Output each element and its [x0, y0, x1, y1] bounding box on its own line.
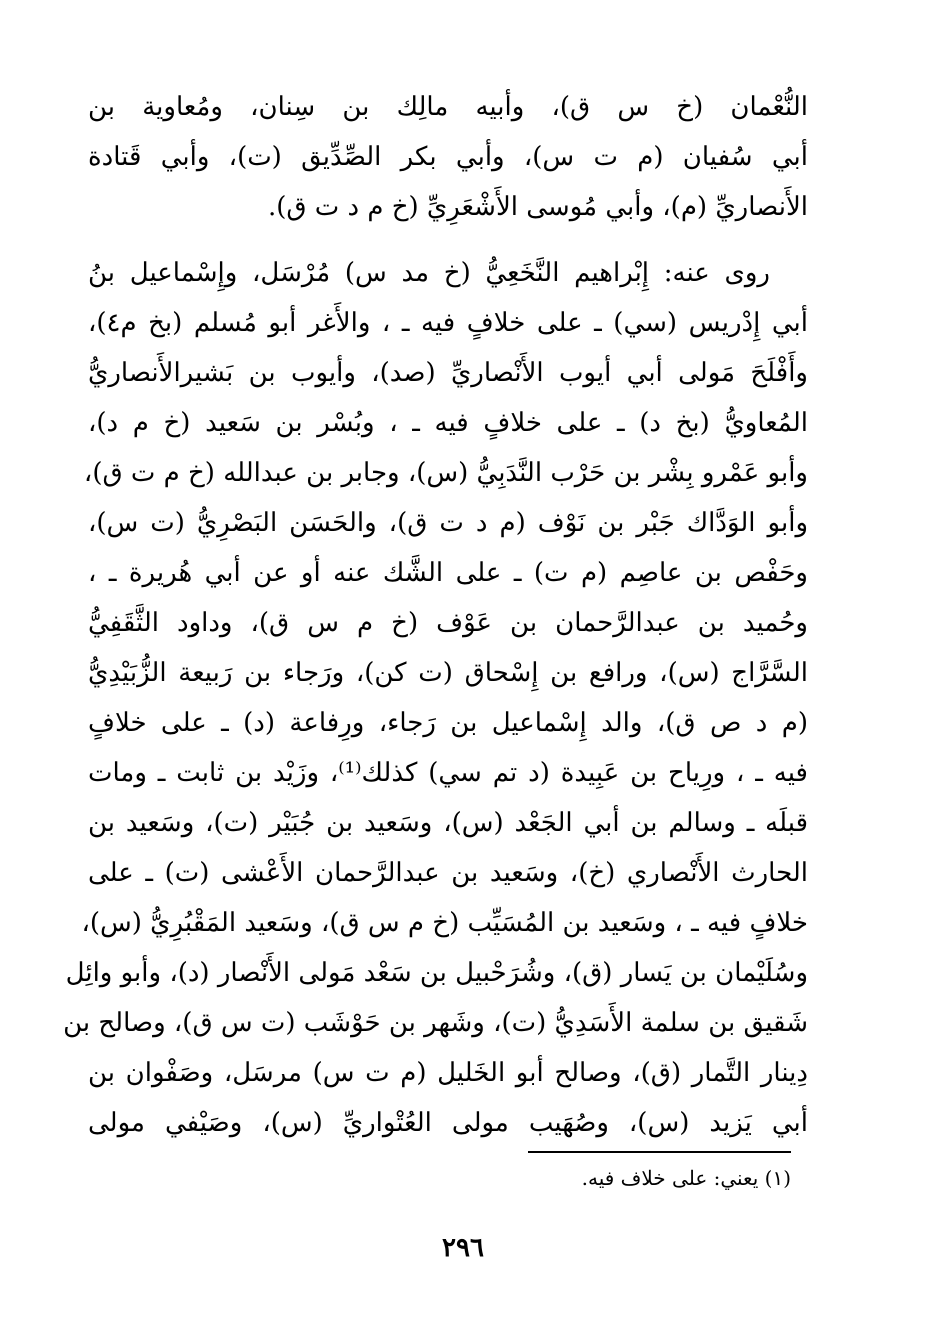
text-line: وحَفْص بن عاصِم (م ت) ـ على الشَّك عنه أو عن أبي هُريرة ـ ، [88, 558, 808, 588]
text-line: الحارث الأَنْصاري (خ)، وسَعيد بن عبدالرَّحمان الأَعْشى (ت) ـ على [88, 858, 809, 888]
text-line: وحُميد بن عبدالرَّحمان بن عَوْف (خ م س ق)، وداود الثَّقَفِيُّ [88, 608, 808, 638]
footnote-divider [528, 1151, 791, 1153]
text-line: أبي إِدْريس (سي) ـ على خلافٍ فيه ـ ، والأَغر أبو مُسلم (بخ م٤)، [88, 308, 808, 338]
text-line: السَّرَّاج (س)، ورافع بن إِسْحاق (ت كن)، ورَجاء بن رَبيعة الزُّبَيْدِيُّ [88, 658, 808, 688]
text-line: وأَفْلَحَ مَولى أبي أيوب الأَنْصاريِّ (صد)، وأيوب بن بَشيرالأَنصاريُّ [88, 358, 808, 388]
paragraph-teachers [88, 82, 808, 232]
text-line: أبي يَزيد (س)، وصُهَيب مولى العُتْواريِّ (س)، وصَيْفي مولى [88, 1108, 808, 1138]
text-line: أبي سُفيان (م ت س)، وأبي بكر الصِّدِّيق (ت)، وأبي قَتادة [88, 142, 808, 172]
text-line: المُعاويُّ (بخ د) ـ على خلافٍ فيه ـ ، وبُسْر بن سَعيد (خ م د)، [88, 408, 808, 438]
text-line: خلافٍ فيه ـ ، وسَعيد بن المُسَيِّب (خ م س ق)، وسَعيد المَقْبُرِيُّ (س)، [81, 908, 808, 938]
footnote: (١) يعني: على خلاف فيه. [581, 1166, 791, 1190]
text-line: وأبو الوَدَّاك جَبْر بن نَوْف (م د ت ق)، والحَسَن البَصْرِيُّ (ت س)، [88, 508, 808, 538]
text-line: النُّعْمان (خ س ق)، وأبيه مالِك بن سِنان، ومُعاوية بن [88, 92, 808, 122]
text-line: دِينار التَّمار (ق)، وصالح أبو الخَليل (م ت س) مرسَل، وصَفْوان بن [88, 1058, 808, 1088]
page-number: ٢٩٦ [442, 1233, 484, 1263]
text-line: وسُلَيْمان بن يَسار (ق)، وشُرَحْبيل بن سَعْد مَولى الأَنْصار (د)، وأبو وائِل [65, 958, 808, 988]
text-line: وأبو عَمْرو بِشْر بن حَرْب النَّدَبِيُّ (س)، وجابر بن عبدالله (خ م ت ق)، [83, 458, 808, 488]
paragraph-narrators [63, 248, 809, 1148]
text-line: روى عنه: إِبْراهيم النَّخَعِيُّ (خ مد س) مُرْسَل، وإِسْماعيل بنُ [88, 258, 770, 288]
text-line: شَقيق بن سلمة الأَسَدِيُّ (ت)، وشَهر بن حَوْشَب (ت س ق)، وصالح بن [63, 1008, 808, 1038]
text-line: الأَنصاريِّ (م)، وأبي مُوسى الأَشْعَرِيِّ (خ م د ت ق). [267, 192, 808, 222]
text-line: فيه ـ ، ورِياح بن عَبِيدة (د تم سي) كذلك⁽¹⁾، وزَيْد بن ثابت ـ ومات [88, 758, 808, 788]
text-line: (م د ص ق)، والد إِسْماعيل بن رَجاء، ورِفاعة (د) ـ على خلافٍ [88, 708, 808, 738]
text-line: قبلَه ـ وسالم بن أبي الجَعْد (س)، وسَعيد بن جُبَيْر (ت)، وسَعيد بن [88, 808, 808, 838]
